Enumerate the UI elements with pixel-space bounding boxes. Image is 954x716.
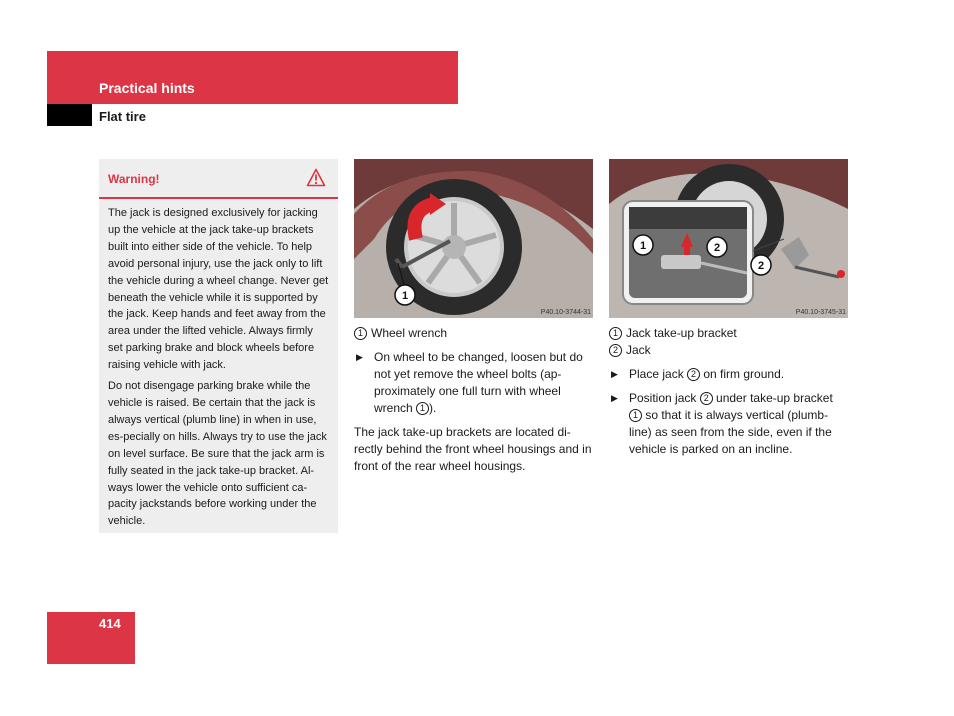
- legend-text: Jack take-up bracket: [626, 326, 737, 340]
- figure-code: P40.10-3745-31: [795, 309, 846, 316]
- figure-callout-2: 2: [713, 242, 721, 254]
- figure-callout-1: 1: [639, 240, 647, 252]
- callout-number: 1: [629, 409, 642, 422]
- bullet-arrow-icon: ▶: [611, 369, 618, 379]
- warning-paragraph: Do not disengage parking brake while the vehicle is raised. Be certain that the jack is always vertical (plumb line) in when in use, es-pecially on hills. Always try to use the jack on level surface. Be sure that the jack arm is fully seated in the jack take-up bracket. Al-ways lower the vehicle onto sufficient ca-pacity jackstands before working under the vehicle.: [108, 380, 327, 528]
- step-text: so that it is always vertical (plumb-line) as seen from the side, even if the vehicle is parked on an incline.: [629, 408, 832, 456]
- instructions-column-2: [609, 325, 849, 458]
- jack-illustration: [609, 159, 848, 318]
- legend-item: [354, 325, 594, 342]
- step-text: under take-up bracket: [712, 391, 833, 405]
- header-bar: [47, 51, 458, 104]
- step-text: Position jack: [629, 391, 700, 405]
- callout-number: 1: [416, 402, 429, 415]
- step-text: ).: [429, 401, 437, 415]
- page-number-bar: [47, 612, 135, 664]
- bullet-arrow-icon: ▶: [356, 352, 363, 362]
- instruction-step: [354, 349, 594, 417]
- instructions-column-1: [354, 325, 594, 475]
- step-text: Place jack: [629, 367, 688, 381]
- legend-item: [609, 325, 849, 342]
- legend-text: Wheel wrench: [371, 326, 448, 340]
- step-text: On wheel to be changed, loosen but do not yet remove the wheel bolts (ap-proximately one full turn with wheel wrench: [374, 350, 583, 415]
- page-number: 414: [99, 616, 121, 631]
- figure-callout-2: 2: [757, 260, 765, 272]
- step-text: on firm ground.: [700, 367, 785, 381]
- warning-paragraph: The jack is designed exclusively for jacking up the vehicle at the jack take-up brackets built into either side of the vehicle. To help avoid personal injury, use the jack only to lift the vehicle during a wheel change. Never get beneath the vehicle while it is supported by the jack. Keep hands and feet away from the area under the lifted vehicle. Always firmly set parking brake and block wheels before raising vehicle with jack.: [108, 207, 329, 372]
- warning-header: [99, 159, 338, 199]
- warning-box: [99, 159, 338, 533]
- warning-label: Warning!: [108, 172, 160, 186]
- bullet-arrow-icon: ▶: [611, 393, 618, 403]
- subsection-title: Flat tire: [99, 109, 146, 124]
- wheel-wrench-illustration: [354, 159, 593, 318]
- callout-number: 2: [700, 392, 713, 405]
- legend-item: [609, 342, 849, 359]
- body-paragraph: The jack take-up brackets are located di-rectly behind the front wheel housings and in front of the rear wheel housings.: [354, 425, 592, 473]
- warning-triangle-icon: [306, 168, 326, 192]
- subsection-tab: [47, 104, 92, 126]
- callout-number: 1: [354, 327, 367, 340]
- legend-text: Jack: [626, 343, 651, 357]
- instruction-step: [609, 366, 849, 383]
- warning-body: [99, 199, 338, 530]
- figure-code: P40.10-3744-31: [540, 309, 591, 316]
- instruction-step: [609, 390, 849, 458]
- callout-number: 1: [609, 327, 622, 340]
- figure-callout-1: 1: [401, 290, 409, 302]
- callout-number: 2: [609, 344, 622, 357]
- section-title: Practical hints: [99, 80, 195, 96]
- callout-number: 2: [687, 368, 700, 381]
